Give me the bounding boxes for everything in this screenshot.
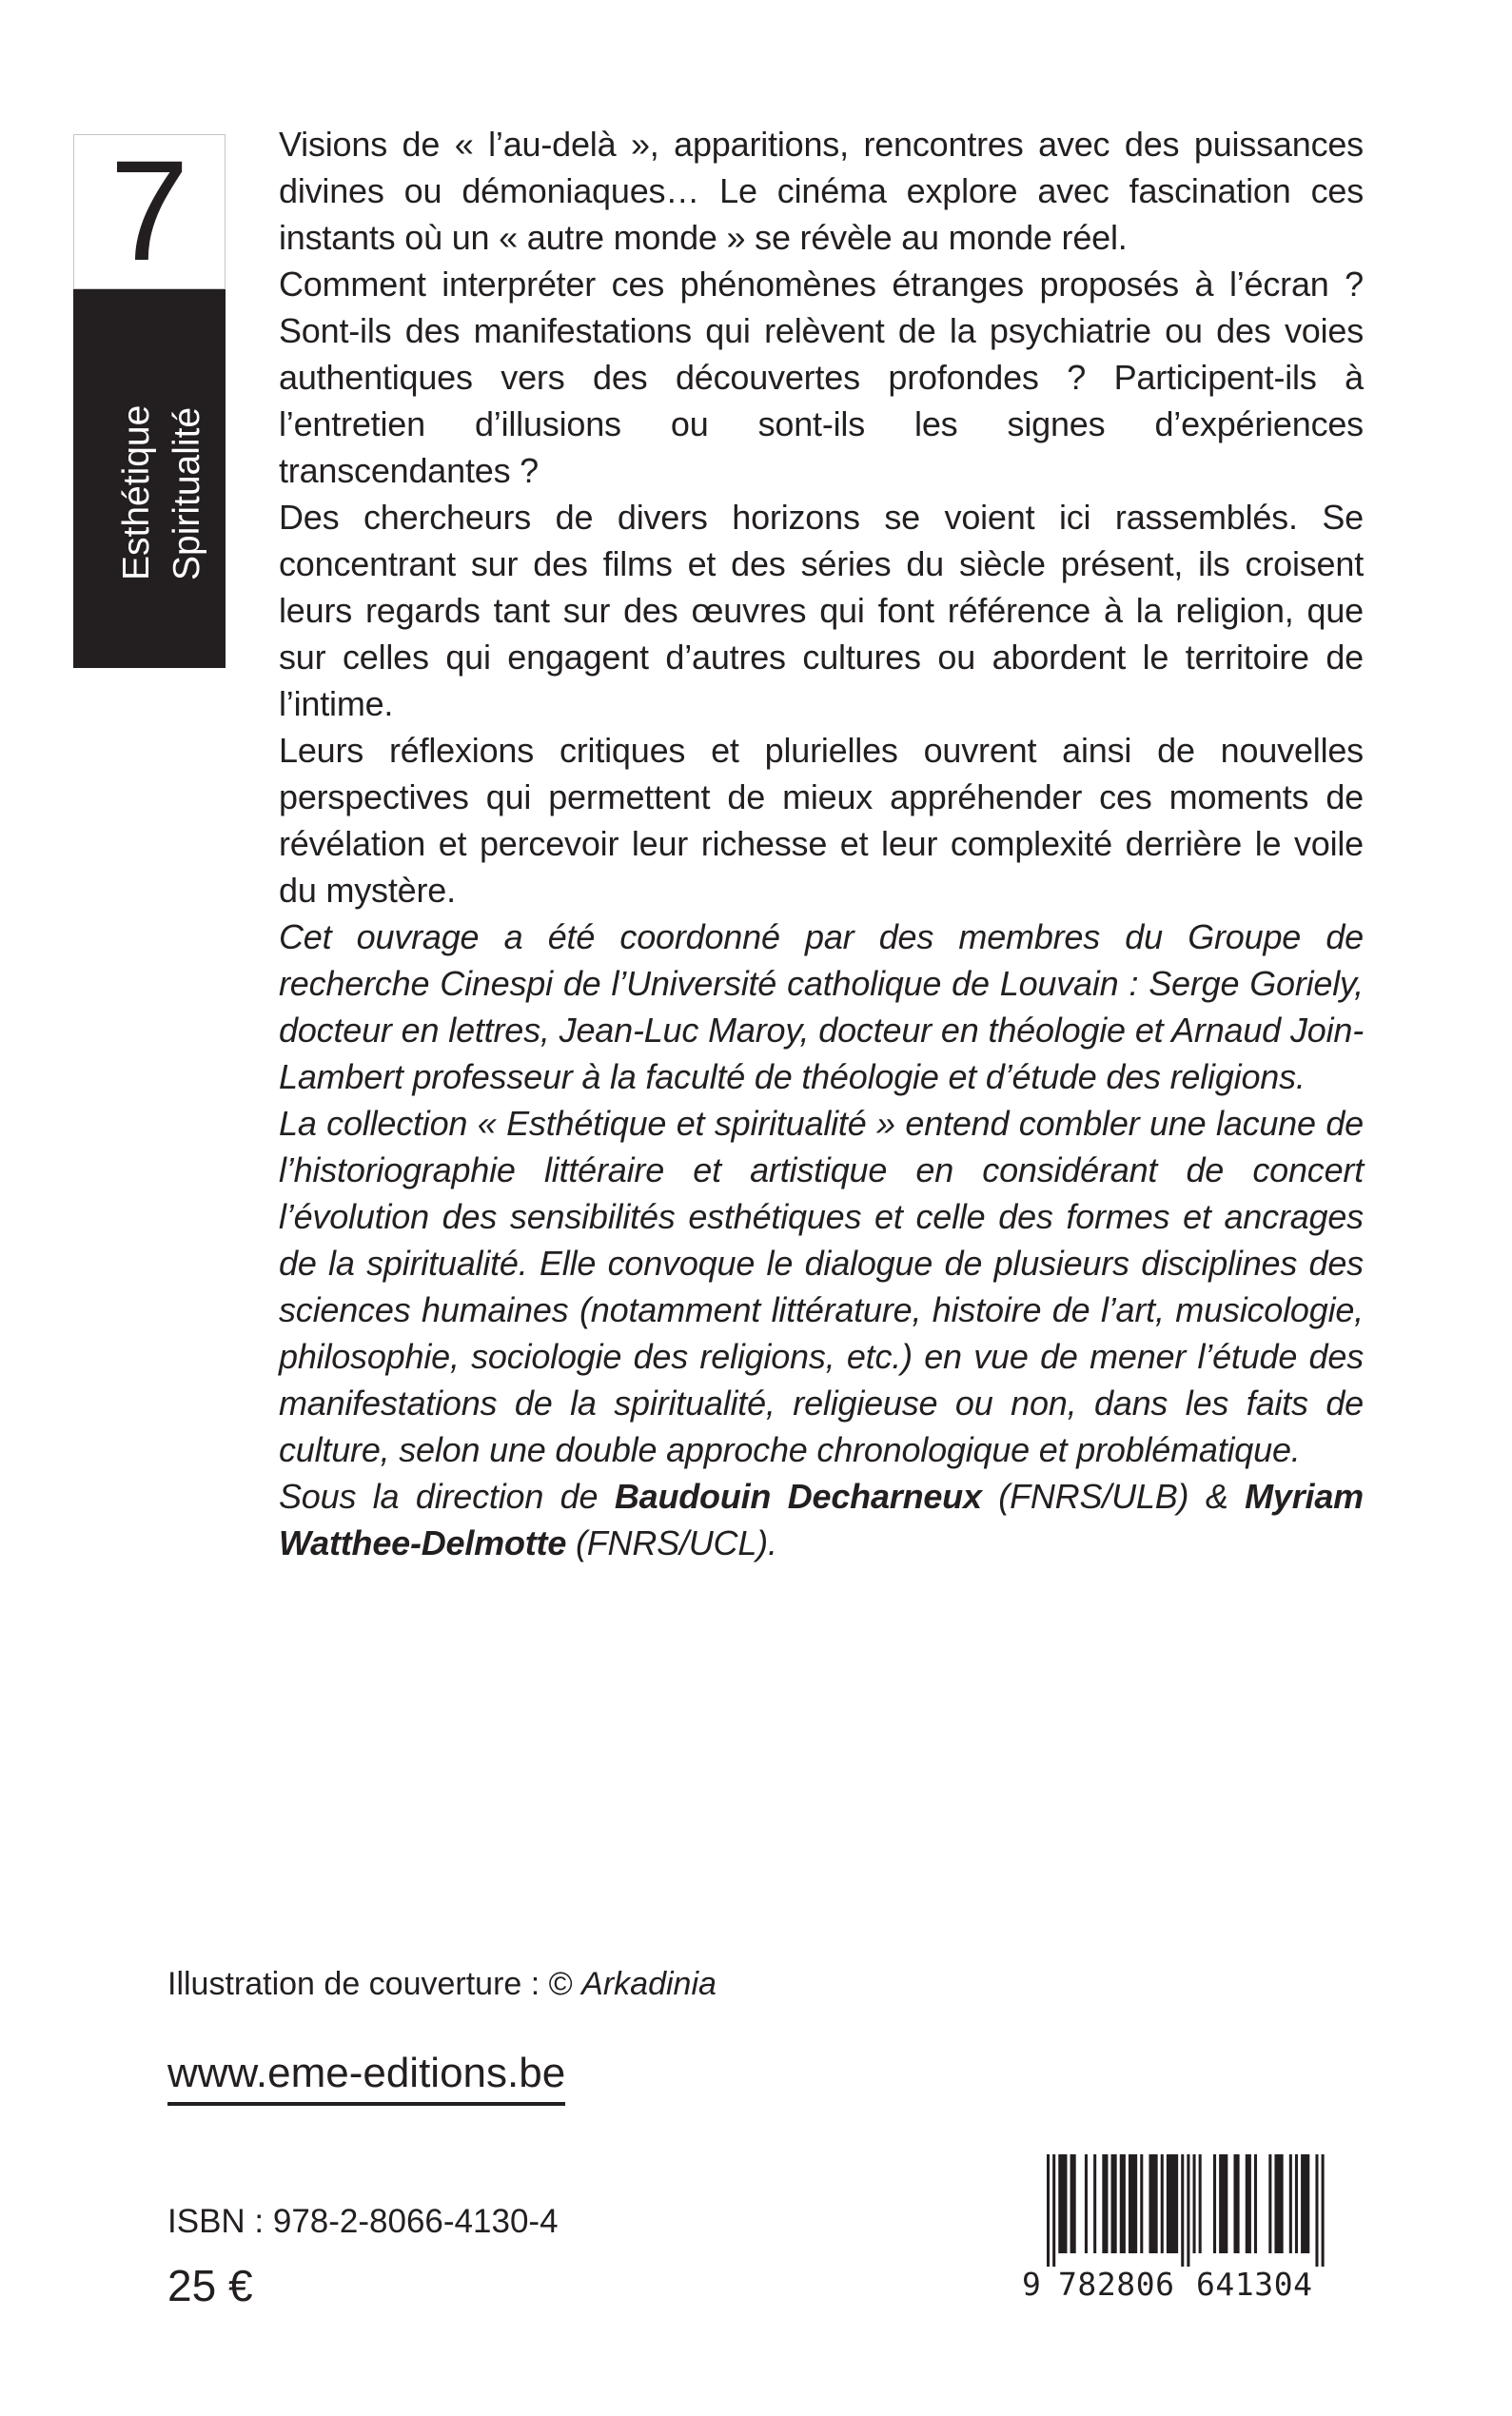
barcode-right-digits: 641304: [1196, 2266, 1312, 2302]
coordination-note: Cet ouvrage a été coordonné par des membres du Groupe de recherche Cinespi de l’Université catholique de Louvain : Serge Goriely, docteur en lettres, Jean-Luc Maroy, docteur en théologie et Arnaud Join-Lambert professeur à la faculté de théologie et d’étude des religions.: [279, 917, 1364, 1096]
publisher-website: www.eme-editions.be: [167, 2053, 565, 2106]
barcode-first-digit: 9: [1022, 2266, 1041, 2302]
editors-suffix: (FNRS/UCL).: [566, 1523, 777, 1562]
series-title: [111, 405, 212, 580]
series-banner: [73, 289, 226, 668]
credit-artist: Arkadinia: [581, 1966, 717, 2002]
series-number-box: [73, 129, 226, 290]
barcode-left-digits: 782806: [1058, 2266, 1174, 2302]
blurb-paragraph-4: Leurs réflexions critiques et plurielles ouvrent ainsi de nouvelles perspectives qui permettent de mieux appréhender ces moments de révélation et percevoir leur richesse et leur complexité derrière le voile du mystère.: [279, 731, 1364, 910]
credit-label: Illustration de couverture : ©: [167, 1966, 582, 2002]
price: 25 €: [167, 2261, 253, 2310]
editors-middle: (FNRS/ULB) &: [981, 1477, 1246, 1516]
ean13-barcode: [1018, 2154, 1342, 2302]
editors-prefix: Sous la direction de: [279, 1477, 615, 1516]
series-title-line1: Esthétique: [116, 404, 157, 580]
editor-name-1: Baudouin Decharneux: [614, 1477, 982, 1516]
collection-note: La collection « Esthétique et spiritualité » entend combler une lacune de l’historiographie littéraire et artistique en considérant de concert l’évolution des sensibilités esthétiques et celle des formes et ancrages de la spiritualité. Elle convoque le dialogue de plusieurs disciplines des sciences humaines (notamment littérature, histoire de l’art, musicologie, philosophie, sociologie des religions, etc.) en vue de mener l’étude des manifestations de la spiritualité, religieuse ou non, dans les faits de culture, selon une double approche chronologique et problématique.: [279, 1104, 1364, 1469]
cover-illustration-credit: [167, 1968, 717, 2000]
editors-line: [279, 1473, 1364, 1566]
series-title-line2: Spiritualité: [167, 406, 207, 580]
blurb-paragraph-2: Comment interpréter ces phénomènes étranges proposés à l’écran ? Sont-ils des manifestations qui relèvent de la psychiatrie ou des voies authentiques vers des découvertes profondes ? Participent-ils à l’entretien d’illusions ou sont-ils les signes d’expériences transcendantes ?: [279, 265, 1364, 490]
isbn-number: ISBN : 978-2-8066-4130-4: [167, 2203, 559, 2240]
back-cover-text: [279, 121, 1364, 1566]
blurb-paragraph-1: Visions de « l’au-delà », apparitions, rencontres avec des puissances divines ou démoniaques… Le cinéma explore avec fascination ces instants où un « autre monde » se révèle au monde réel.: [279, 125, 1364, 257]
blurb-paragraph-3: Des chercheurs de divers horizons se voient ici rassemblés. Se concentrant sur des films et des séries du siècle présent, ils croisent leurs regards tant sur des œuvres qui font référence à la religion, que sur celles qui engagent d’autres cultures ou abordent le territoire de l’intime.: [279, 498, 1364, 723]
editor-name-2: Myriam Watthee-Delmotte: [279, 1477, 1364, 1562]
series-number: 7: [109, 129, 189, 290]
